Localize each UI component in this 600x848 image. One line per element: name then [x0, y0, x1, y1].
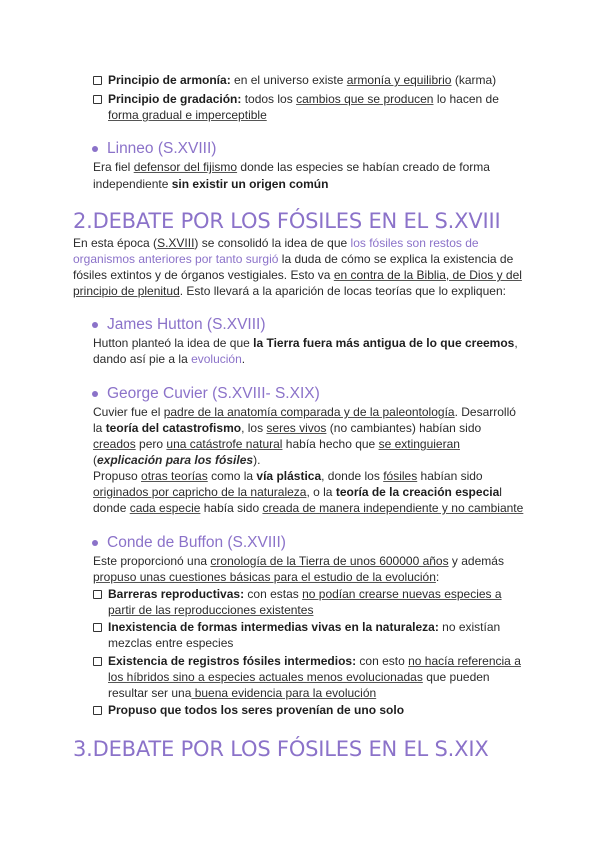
list-item-registros-cont2: resultar ser una buena evidencia para la evolución	[108, 686, 377, 700]
paragraph-line: organismos anteriores por tanto surgió la duda de cómo se explica la existencia de	[73, 252, 514, 266]
paragraph-line: propuso unas cuestiones básicas para el estudio de la evolución:	[93, 570, 440, 584]
list-item-gradacion-cont: forma gradual e imperceptible	[108, 108, 267, 122]
paragraph-line: donde cada especie había sido creada de manera independiente y no cambiante	[93, 501, 524, 515]
checkbox-icon[interactable]	[93, 590, 102, 599]
paragraph-line: Era fiel defensor del fijismo donde las especies se habían creado de forma	[93, 160, 490, 174]
subheading-buffon: Conde de Buffon (S.XVIII)	[107, 534, 286, 551]
paragraph-line: Este proporcionó una cronología de la Tierra de unos 600000 años y además	[93, 554, 504, 568]
bullet-icon	[92, 322, 98, 328]
paragraph-line: principio de plenitud. Esto llevará a la aparición de locas teorías que lo expliquen:	[73, 284, 506, 298]
list-item-barreras: Barreras reproductivas: con estas no podían crearse nuevas especies a	[108, 587, 502, 601]
paragraph-line: Hutton planteó la idea de que la Tierra fuera más antigua de lo que creemos,	[93, 336, 518, 350]
list-item-inexistencia-cont: mezclas entre especies	[108, 636, 234, 650]
list-item-barreras-cont: partir de las reproducciones existentes	[108, 603, 314, 617]
checkbox-icon[interactable]	[93, 706, 102, 715]
paragraph-line: fósiles extintos y de órganos vestigiales. Esto va en contra de la Biblia, de Dios y del	[73, 268, 522, 282]
paragraph-line: la teoría del catastrofismo, los seres vivos (no cambiantes) habían sido	[93, 421, 482, 435]
checkbox-icon[interactable]	[93, 76, 102, 85]
list-item-inexistencia: Inexistencia de formas intermedias vivas en la naturaleza: no existían	[108, 620, 501, 634]
checkbox-icon[interactable]	[93, 623, 102, 632]
list-item-armonia: Principio de armonía: en el universo existe armonía y equilibrio (karma)	[108, 73, 497, 87]
section-heading-2: 2.DEBATE POR LOS FÓSILES EN EL S.XVIII	[73, 209, 501, 233]
subheading-linneo: Linneo (S.XVIII)	[107, 140, 217, 157]
paragraph-line: En esta época (S.XVIII) se consolidó la idea de que los fósiles son restos de	[73, 236, 479, 250]
paragraph-line: independiente sin existir un origen común	[93, 177, 329, 191]
paragraph-line: creados pero una catástrofe natural había hecho que se extinguieran	[93, 437, 460, 451]
paragraph-line: originados por capricho de la naturaleza, o la teoría de la creación especial	[93, 485, 502, 499]
section-heading-3: 3.DEBATE POR LOS FÓSILES EN EL S.XIX	[73, 737, 489, 761]
bullet-icon	[92, 146, 98, 152]
bullet-icon	[92, 391, 98, 397]
list-item-gradacion: Principio de gradación: todos los cambios que se producen lo hacen de	[108, 92, 499, 106]
paragraph-line: Cuvier fue el padre de la anatomía comparada y de la paleontología. Desarrolló	[93, 405, 516, 419]
subheading-hutton: James Hutton (S.XVIII)	[107, 316, 266, 333]
paragraph-line: (explicación para los fósiles).	[93, 453, 261, 467]
paragraph-line: Propuso otras teorías como la vía plástica, donde los fósiles habían sido	[93, 469, 483, 483]
list-item-origen: Propuso que todos los seres provenían de uno solo	[108, 703, 405, 717]
checkbox-icon[interactable]	[93, 657, 102, 666]
checkbox-icon[interactable]	[93, 95, 102, 104]
paragraph-line: dando así pie a la evolución.	[93, 352, 246, 366]
list-item-registros: Existencia de registros fósiles intermedios: con esto no hacía referencia a	[108, 654, 521, 668]
subheading-cuvier: George Cuvier (S.XVIII- S.XIX)	[107, 385, 320, 402]
list-item-registros-cont: los híbridos sino a especies actuales menos evolucionadas que pueden	[108, 670, 490, 684]
bullet-icon	[92, 540, 98, 546]
